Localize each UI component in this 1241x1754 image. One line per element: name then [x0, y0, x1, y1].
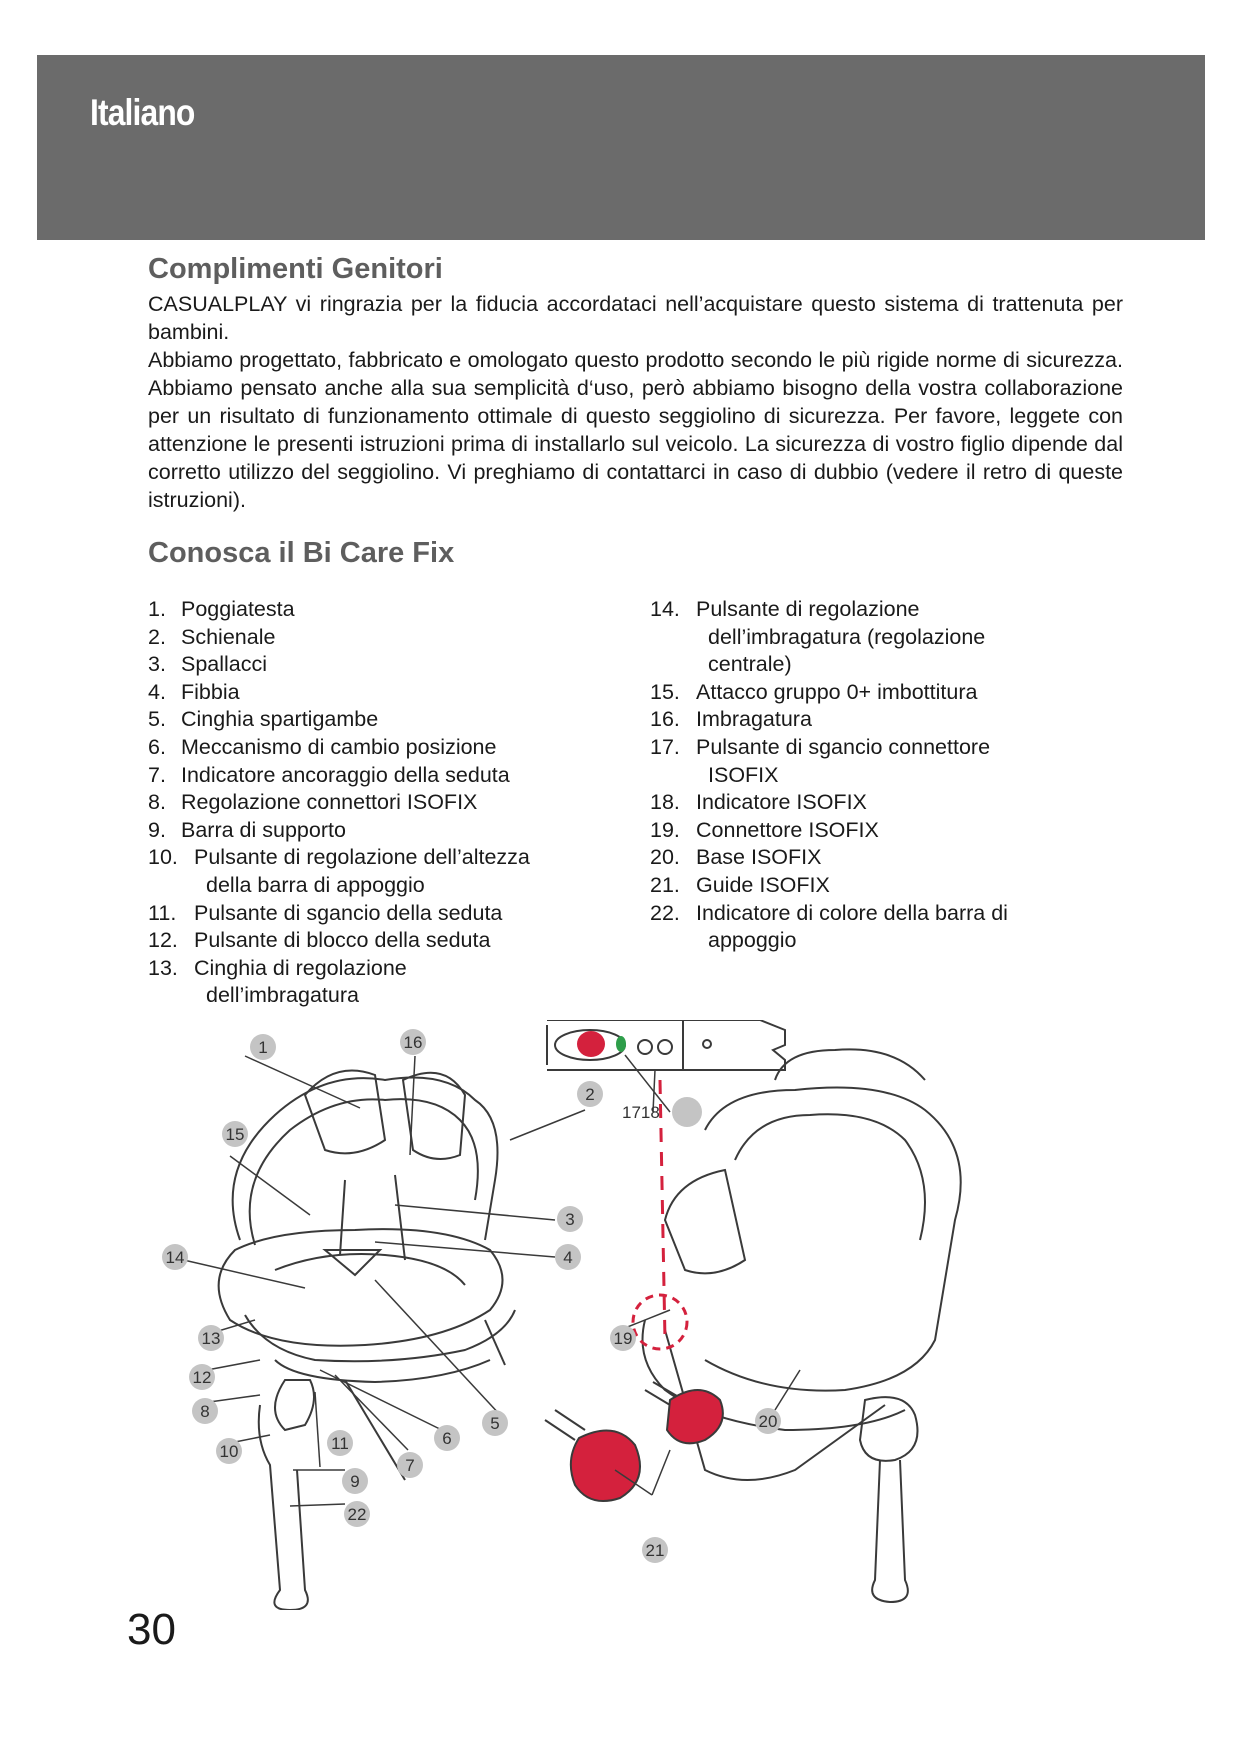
part-label — [194, 927, 490, 955]
part-label-text: Pulsante di sgancio connettore — [696, 734, 991, 759]
svg-text:3: 3 — [565, 1210, 575, 1229]
parts-list-right — [650, 596, 1008, 955]
svg-text:10: 10 — [219, 1442, 239, 1461]
seat-illustration-right — [643, 1049, 961, 1602]
part-number: 9. — [148, 817, 166, 842]
part-item — [148, 789, 530, 817]
part-number: 20. — [650, 845, 680, 870]
part-label — [696, 706, 812, 734]
part-label-text: Connettore ISOFIX — [696, 817, 879, 842]
part-item — [650, 706, 1008, 734]
callout-22 — [344, 1501, 370, 1527]
part-label — [696, 872, 830, 900]
part-label-text: Regolazione connettori ISOFIX — [181, 790, 478, 815]
part-label — [696, 734, 990, 789]
part-item — [148, 927, 530, 955]
part-label — [181, 817, 346, 845]
part-label — [696, 679, 977, 707]
svg-text:15: 15 — [225, 1125, 245, 1144]
part-label-text: Pulsante di blocco della seduta — [194, 928, 491, 953]
part-number: 19. — [650, 817, 680, 842]
callout-21 — [642, 1537, 668, 1563]
part-item — [148, 596, 530, 624]
part-label-text: Pulsante di regolazione dell’altezza — [194, 845, 530, 870]
svg-text:12: 12 — [192, 1368, 212, 1387]
welcome-text — [148, 290, 1123, 514]
callout-16 — [400, 1029, 426, 1055]
part-number: 18. — [650, 790, 680, 815]
part-number: 13. — [148, 955, 178, 980]
part-item — [148, 624, 530, 652]
isofix-release-button-red — [577, 1031, 605, 1057]
part-label-text: Attacco gruppo 0+ imbottitura — [696, 679, 978, 704]
part-item — [650, 596, 1008, 679]
part-item — [650, 844, 1008, 872]
callout-14 — [162, 1244, 188, 1270]
part-label-continuation: della barra di appoggio — [206, 872, 425, 897]
part-item — [148, 817, 530, 845]
svg-text:13: 13 — [201, 1329, 221, 1348]
page-number: 30 — [127, 1605, 176, 1654]
part-number: 1. — [148, 597, 166, 621]
part-label — [696, 900, 1008, 955]
svg-text:9: 9 — [350, 1472, 360, 1491]
part-label — [181, 679, 240, 707]
part-label-continuation: centrale) — [708, 652, 792, 677]
part-label-text: Spallacci — [181, 652, 268, 677]
part-number: 3. — [148, 652, 166, 677]
part-label — [181, 762, 510, 790]
part-label-continuation: dell’imbragatura (regolazione — [708, 624, 986, 649]
part-number: 15. — [650, 679, 680, 704]
part-label — [696, 596, 985, 679]
part-label — [181, 706, 378, 734]
part-item — [148, 679, 530, 707]
part-label-continuation: ISOFIX — [708, 762, 779, 787]
callout-markers — [162, 1029, 781, 1563]
part-item — [650, 817, 1008, 845]
part-label — [194, 844, 530, 899]
welcome-paragraph-2: Abbiamo progettato, fabbricato e omologato questo prodotto secondo le più rigide norme di sicurezza. Abbiamo pensato anche alla sua semplicità d‘uso, però abbiamo bisogno della vostra collaborazione per un risultato di funzionamento ottimale di questo seggiolino di sicurezza. Per favore, leggete con attenzione le presenti istruzioni prima di installarlo sul veicolo. La sicurezza di vostro figlio dipende dal corretto utilizzo del seggiolino. Vi preghiamo di contattarci in caso di dubbio (vedere il retro di queste istruzioni). — [148, 348, 1123, 512]
part-item — [650, 900, 1008, 955]
part-label-continuation: appoggio — [708, 928, 797, 953]
svg-text:19: 19 — [613, 1329, 633, 1348]
part-number: 5. — [148, 707, 166, 732]
callout-12 — [189, 1364, 215, 1390]
svg-text:1718: 1718 — [622, 1103, 660, 1122]
part-number: 7. — [148, 762, 166, 787]
part-item — [148, 900, 530, 928]
svg-text:21: 21 — [645, 1541, 665, 1560]
part-number: 16. — [650, 707, 680, 732]
part-label-text: Indicatore ISOFIX — [696, 790, 867, 815]
part-label-text: Indicatore di colore della barra di — [696, 900, 1008, 925]
svg-text:8: 8 — [200, 1402, 210, 1421]
part-label-text: Pulsante di sgancio della seduta — [194, 900, 503, 925]
part-item — [650, 734, 1008, 789]
part-number: 8. — [148, 790, 166, 815]
callout-13 — [198, 1325, 224, 1351]
callout-2 — [577, 1081, 603, 1107]
page-language-title: Italiano — [90, 92, 195, 133]
part-number: 6. — [148, 734, 166, 759]
svg-text:2: 2 — [585, 1085, 595, 1104]
seat-illustration-left — [219, 1071, 515, 1611]
part-number: 21. — [650, 872, 680, 897]
part-label — [696, 817, 879, 845]
callout-6 — [434, 1425, 460, 1451]
svg-text:7: 7 — [405, 1456, 415, 1475]
svg-text:14: 14 — [165, 1248, 185, 1267]
part-label — [696, 844, 821, 872]
part-label-text: Poggiatesta — [181, 597, 295, 621]
welcome-paragraph-1: CASUALPLAY vi ringrazia per la fiducia accordataci nell’acquistare questo sistema di trattenuta per bambini. — [148, 292, 1123, 344]
part-number: 11. — [148, 900, 177, 925]
car-seat-diagram — [145, 1020, 1105, 1610]
part-item — [148, 844, 530, 899]
isofix-indicator-green — [616, 1036, 626, 1052]
part-label — [181, 596, 295, 624]
svg-text:11: 11 — [331, 1434, 349, 1453]
callout-8 — [192, 1398, 218, 1424]
part-number: 17. — [650, 734, 680, 759]
part-number: 22. — [650, 900, 680, 925]
part-label-text: Guide ISOFIX — [696, 872, 830, 897]
part-label-text: Indicatore ancoraggio della seduta — [181, 762, 510, 787]
part-label-text: Base ISOFIX — [696, 845, 822, 870]
part-label-text: Cinghia spartigambe — [181, 707, 379, 732]
callout-4 — [555, 1244, 581, 1270]
callout-20 — [755, 1408, 781, 1434]
part-number: 4. — [148, 679, 166, 704]
part-label — [181, 651, 267, 679]
parts-list-left — [148, 596, 530, 1010]
part-label — [181, 734, 496, 762]
svg-text:5: 5 — [490, 1414, 500, 1433]
section-title-parts: Conosca il Bi Care Fix — [148, 537, 455, 569]
callout-5 — [482, 1410, 508, 1436]
part-label — [194, 955, 407, 1010]
callout-1 — [250, 1034, 276, 1060]
svg-text:22: 22 — [347, 1505, 367, 1524]
part-label-text: Pulsante di regolazione — [696, 597, 920, 621]
part-label-text: Schienale — [181, 624, 276, 649]
part-item — [148, 762, 530, 790]
part-label — [194, 900, 502, 928]
callout-7 — [397, 1452, 423, 1478]
part-label-text: Barra di supporto — [181, 817, 346, 842]
part-item — [650, 679, 1008, 707]
part-item — [148, 955, 530, 1010]
svg-text:4: 4 — [563, 1248, 573, 1267]
svg-text:1: 1 — [258, 1038, 268, 1057]
part-label — [696, 789, 867, 817]
part-label-text: Imbragatura — [696, 707, 812, 732]
part-label-text: Fibbia — [181, 679, 240, 704]
callout-11 — [327, 1430, 353, 1456]
svg-text:20: 20 — [758, 1412, 778, 1431]
header-band — [37, 55, 1205, 240]
callout-19 — [610, 1325, 636, 1351]
section-title-welcome: Complimenti Genitori — [148, 253, 443, 285]
part-item — [148, 734, 530, 762]
part-label — [181, 789, 477, 817]
part-number: 14. — [650, 597, 680, 621]
callout-9 — [342, 1468, 368, 1494]
isofix-dashed-guide — [660, 1080, 665, 1340]
svg-text:16: 16 — [403, 1033, 423, 1052]
part-number: 10. — [148, 845, 178, 870]
part-item — [148, 706, 530, 734]
callout-15 — [222, 1121, 248, 1147]
part-number: 2. — [148, 624, 166, 649]
part-label — [181, 624, 275, 652]
part-item — [650, 872, 1008, 900]
part-label-text: Meccanismo di cambio posizione — [181, 734, 497, 759]
callout-3 — [557, 1206, 583, 1232]
part-number: 12. — [148, 928, 178, 953]
callout-10 — [216, 1438, 242, 1464]
svg-text:6: 6 — [442, 1429, 452, 1448]
part-item — [650, 789, 1008, 817]
part-item — [148, 651, 530, 679]
part-label-text: Cinghia di regolazione — [194, 955, 407, 980]
part-label-continuation: dell’imbragatura — [206, 983, 359, 1008]
